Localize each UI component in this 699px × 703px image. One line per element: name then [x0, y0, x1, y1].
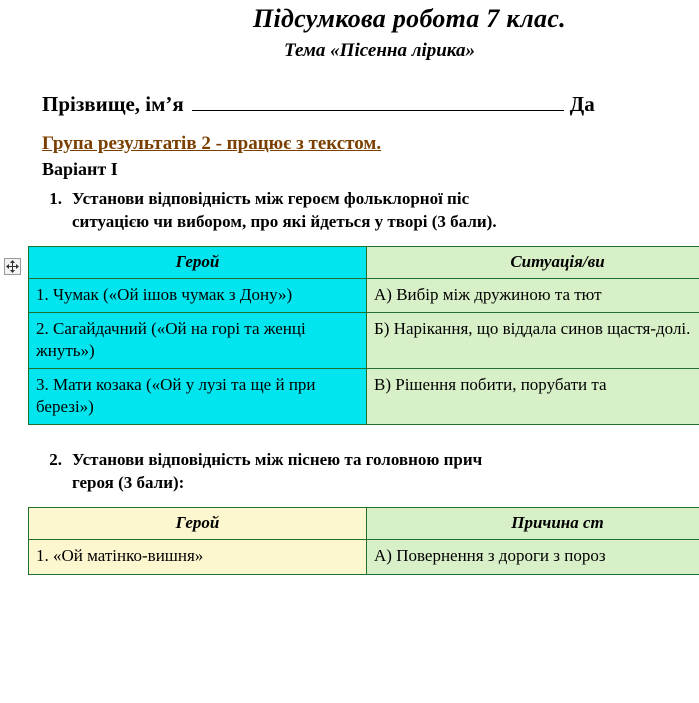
task-1-number: 1. — [49, 189, 62, 208]
table-row — [29, 313, 699, 369]
task-2-table — [28, 507, 699, 574]
page-subtitle: Тема «Пісенна лірика» — [284, 40, 475, 61]
task-2-number: 2. — [49, 450, 62, 470]
date-label: Да — [569, 92, 595, 116]
task-2 — [0, 449, 699, 495]
move-handle-icon[interactable] — [4, 258, 21, 275]
task-2-row-1-right: А) Повернення з дороги з пороз — [367, 540, 699, 574]
page-title: Підсумкова робота 7 клас. — [253, 4, 566, 33]
task-2-header-reason: Причина ст — [367, 508, 699, 540]
task-1-row-1-left: 1. Чумак («Ой ішов чумак з Дону») — [29, 278, 367, 312]
task-1-text — [72, 188, 699, 234]
task-1-header-situation: Ситуація/ви — [367, 246, 699, 278]
task-1-row-2-right: Б) Нарікання, що віддала синов щастя-долі. — [367, 313, 699, 369]
task-2-text-line1: Установи відповідність між піснею та головною прич — [72, 450, 483, 470]
table-row — [29, 369, 699, 425]
name-input-line[interactable] — [192, 94, 564, 111]
table-row — [29, 540, 699, 574]
task-1-text-line2: ситуацією чи вибором, про які йдеться у творі (3 бали). — [72, 211, 497, 231]
table-header-row — [29, 508, 699, 540]
task-1-row-1-right: А) Вибір між дружиною та тют — [367, 278, 699, 312]
variant-label: Варіант І — [42, 159, 118, 179]
name-label: Прізвище, ім’я — [42, 92, 184, 116]
task-2-header-hero: Герой — [29, 508, 367, 540]
task-1-header-hero: Герой — [29, 246, 367, 278]
task-2-row-1-left: 1. «Ой матінко-вишня» — [29, 540, 367, 574]
task-1-row-3-right: В) Рішення побити, порубати та — [367, 369, 699, 425]
task-1-row-3-left: 3. Мати козака («Ой у лузі та ще й при березі») — [29, 369, 367, 425]
table-header-row — [29, 246, 699, 278]
table-row — [29, 278, 699, 312]
task-1-table — [28, 246, 699, 426]
task-2-text-line2: героя (3 бали): — [72, 473, 185, 493]
task-1-text-line1: Установи відповідність між героєм фольклорної піс — [72, 189, 470, 208]
task-1 — [0, 188, 699, 234]
name-field-row — [0, 92, 699, 117]
task-2-text — [72, 449, 699, 495]
group-heading: Група результатів 2 - працює з текстом. — [42, 133, 382, 154]
task-1-row-2-left: 2. Сагайдачний («Ой на горі та женці жнуть») — [29, 313, 367, 369]
